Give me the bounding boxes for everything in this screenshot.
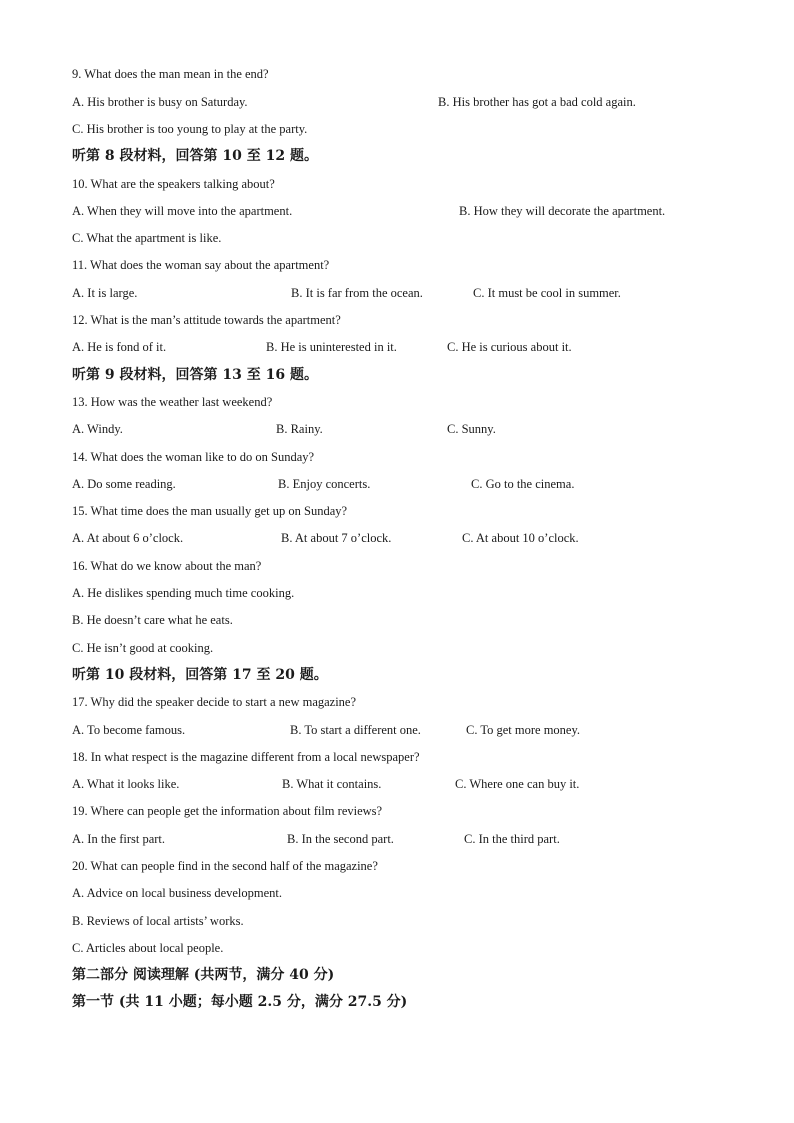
question-20-option-a: A. Advice on local business development.	[72, 886, 283, 900]
question-12-option-b: B. He is uninterested in it.	[266, 340, 397, 354]
question-12-stem: 12. What is the man’s attitude towards the apartment?	[72, 313, 341, 327]
question-11-option-c: C. It must be cool in summer.	[473, 286, 621, 300]
question-13-stem: 13. How was the weather last weekend?	[72, 395, 273, 409]
question-17-option-a: A. To become famous.	[72, 723, 186, 737]
question-14-stem: 14. What does the woman like to do on Sunday?	[72, 450, 315, 464]
question-9-option-a: A. His brother is busy on Saturday.	[72, 95, 248, 109]
question-16-option-b: B. He doesn’t care what he eats.	[72, 613, 233, 627]
question-15-option-c: C. At about 10 o’clock.	[462, 531, 579, 545]
question-12-option-a: A. He is fond of it.	[72, 340, 167, 354]
question-19-option-a: A. In the first part.	[72, 832, 166, 846]
question-11-option-b: B. It is far from the ocean.	[291, 286, 423, 300]
question-15-option-b: B. At about 7 o’clock.	[281, 531, 392, 545]
question-16-stem: 16. What do we know about the man?	[72, 559, 262, 573]
question-15-stem: 15. What time does the man usually get up on Sunday?	[72, 504, 348, 518]
question-19-stem: 19. Where can people get the information about film reviews?	[72, 804, 383, 818]
section-9-heading: 听第 9 段材料，回答第 13 至 16 题。	[72, 367, 318, 383]
question-9-stem: 9. What does the man mean in the end?	[72, 67, 269, 81]
question-18-option-a: A. What it looks like.	[72, 777, 180, 791]
question-16-option-c: C. He isn’t good at cooking.	[72, 641, 214, 655]
question-18-option-b: B. What it contains.	[282, 777, 382, 791]
question-18-option-c: C. Where one can buy it.	[455, 777, 580, 791]
question-14-option-b: B. Enjoy concerts.	[278, 477, 371, 491]
section-8-heading: 听第 8 段材料，回答第 10 至 12 题。	[72, 148, 318, 164]
question-20-option-b: B. Reviews of local artists’ works.	[72, 914, 244, 928]
question-17-option-b: B. To start a different one.	[290, 723, 421, 737]
question-14-option-c: C. Go to the cinema.	[471, 477, 575, 491]
question-14-option-a: A. Do some reading.	[72, 477, 176, 491]
question-13-option-b: B. Rainy.	[276, 422, 323, 436]
section-10-heading: 听第 10 段材料，回答第 17 至 20 题。	[72, 667, 328, 683]
question-9-option-c: C. His brother is too young to play at the party.	[72, 122, 308, 136]
question-12-option-c: C. He is curious about it.	[447, 340, 572, 354]
question-13-option-c: C. Sunny.	[447, 422, 496, 436]
question-16-option-a: A. He dislikes spending much time cooking.	[72, 586, 295, 600]
question-19-option-c: C. In the third part.	[464, 832, 560, 846]
question-17-option-c: C. To get more money.	[466, 723, 581, 737]
question-19-option-b: B. In the second part.	[287, 832, 394, 846]
question-18-stem: 18. In what respect is the magazine different from a local newspaper?	[72, 750, 420, 764]
question-20-option-c: C. Articles about local people.	[72, 941, 224, 955]
question-11-stem: 11. What does the woman say about the apartment?	[72, 258, 330, 272]
question-10-stem: 10. What are the speakers talking about?	[72, 177, 275, 191]
question-10-option-b: B. How they will decorate the apartment.	[459, 204, 666, 218]
question-15-option-a: A. At about 6 o’clock.	[72, 531, 184, 545]
question-10-option-a: A. When they will move into the apartment.	[72, 204, 293, 218]
question-20-stem: 20. What can people find in the second half of the magazine?	[72, 859, 378, 873]
section-1-heading: 第一节 (共 11 小题；每小题 2.5 分，满分 27.5 分)	[72, 994, 408, 1010]
question-9-option-b: B. His brother has got a bad cold again.	[438, 95, 636, 109]
question-13-option-a: A. Windy.	[72, 422, 123, 436]
question-17-stem: 17. Why did the speaker decide to start a new magazine?	[72, 695, 357, 709]
question-11-option-a: A. It is large.	[72, 286, 138, 300]
question-10-option-c: C. What the apartment is like.	[72, 231, 222, 245]
part-2-heading: 第二部分 阅读理解 (共两节，满分 40 分)	[72, 967, 335, 983]
